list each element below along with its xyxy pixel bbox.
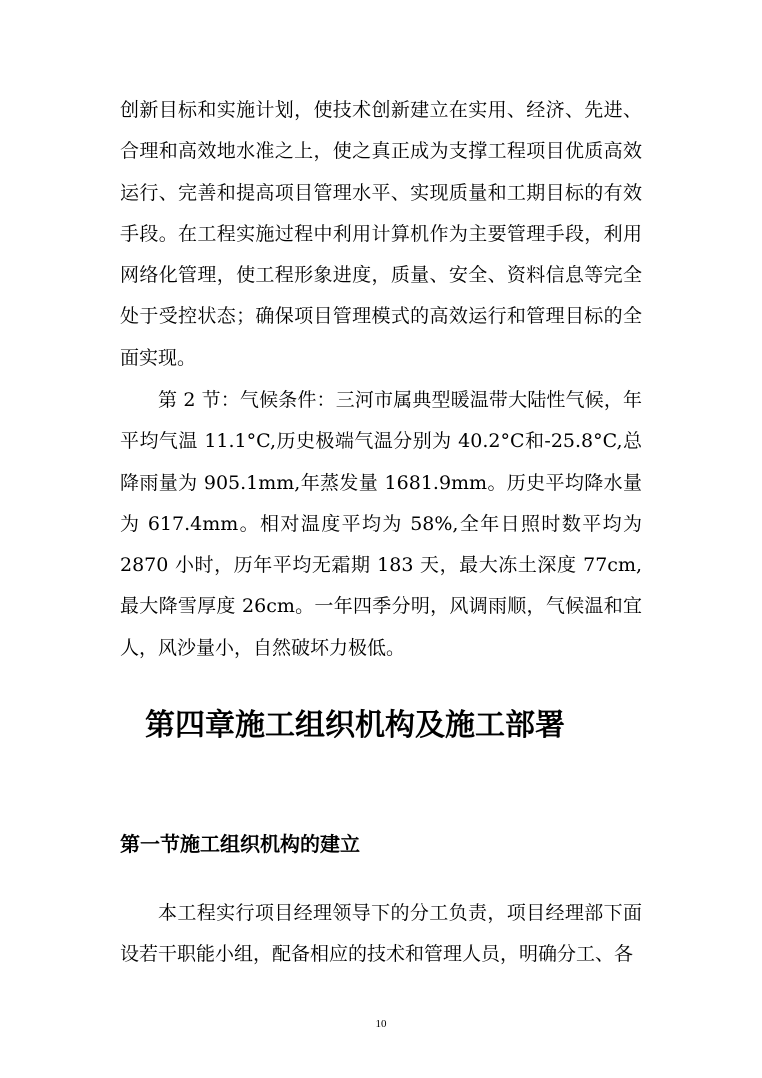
chapter-heading: 第四章施工组织机构及施工部署: [145, 708, 565, 743]
paragraph-climate-conditions: 第 2 节：气候条件：三河市属典型暖温带大陆性气候，年平均气温 11.1°C,历史极端气温分别为 40.2°C和-25.8°C,总降雨量为 905.1mm,年蒸发量 1681.9mm。历史平均降水量为 617.4mm。相对温度平均为 58%,全年日照时数平均为 2870 小时，历年平均无霜期 183 天，最大冻土深度 77cm,最大降雪厚度 26cm。一年四季分明，风调雨顺，气候温和宜人，风沙量小，自然破坏力极低。: [120, 389, 642, 659]
paragraph-organization: 本工程实行项目经理领导下的分工负责，项目经理部下面设若干职能小组，配备相应的技术和管理人员，明确分工、各: [120, 902, 642, 966]
section-heading: 第一节施工组织机构的建立: [120, 832, 360, 856]
paragraph-innovation-plan: 创新目标和实施计划，使技术创新建立在实用、经济、先进、合理和高效地水准之上，使之真正成为支撑工程项目优质高效运行、完善和提高项目管理水平、实现质量和工期目标的有效手段。在工程实施过程中利用计算机作为主要管理手段，利用网络化管理，使工程形象进度，质量、安全、资料信息等完全处于受控状态；确保项目管理模式的高效运行和管理目标的全面实现。: [120, 99, 642, 369]
page-number: 10: [375, 1018, 387, 1030]
